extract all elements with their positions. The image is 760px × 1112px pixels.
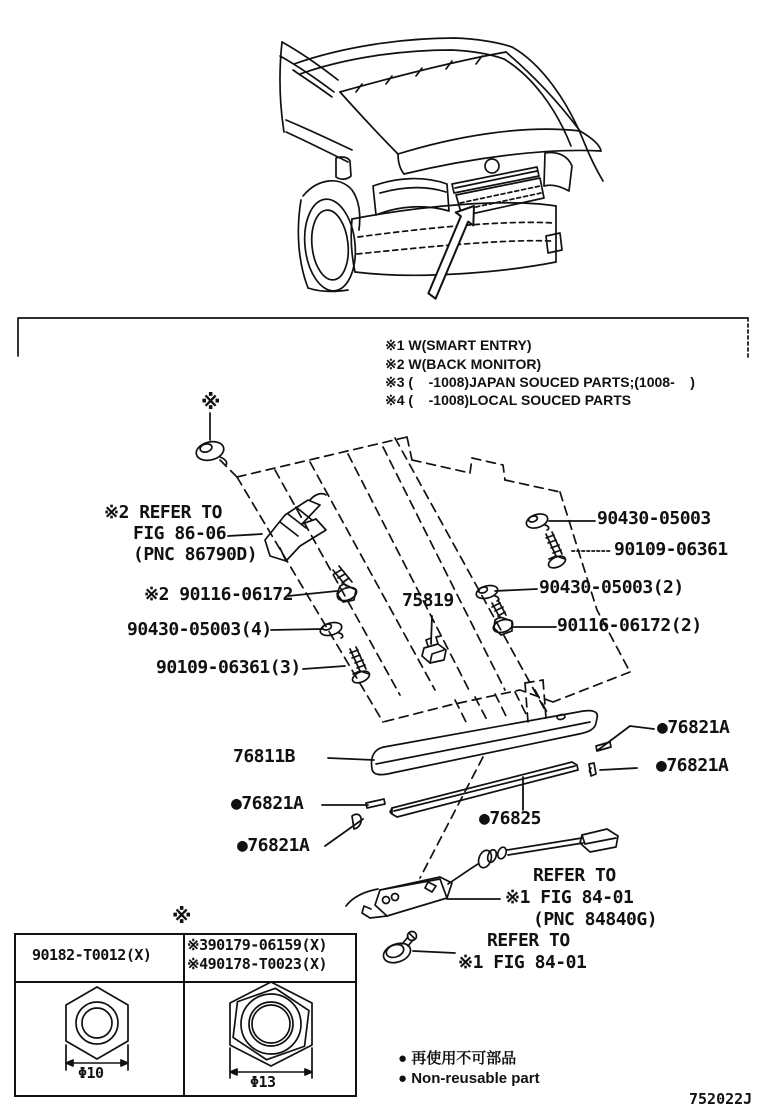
label-76821a-left1: ●76821A bbox=[231, 793, 304, 814]
table-border-right bbox=[355, 933, 357, 1097]
plug-grommet-icon bbox=[381, 932, 417, 967]
pointer-arrow-icon bbox=[428, 206, 474, 299]
table-col1-header: 90182-T0012(X) bbox=[32, 946, 152, 964]
page-code: 752022J bbox=[689, 1090, 753, 1108]
nut-phi10-icon bbox=[66, 987, 128, 1070]
refer-fig84-plug-line1: REFER TO bbox=[487, 930, 570, 951]
screw-icon bbox=[546, 532, 567, 570]
refer-fig86-line2: FIG 86-06 bbox=[133, 523, 227, 544]
label-90116-06172: ※2 90116-06172 bbox=[144, 584, 293, 605]
note-3: ※3 ( -1008)JAPAN SOUCED PARTS;(1008- ) bbox=[385, 374, 695, 390]
label-76821a-right2: ●76821A bbox=[656, 755, 729, 776]
screw-icon bbox=[350, 647, 371, 685]
label-90116-06172-2: 90116-06172(2) bbox=[557, 615, 702, 636]
label-76821a-right1: ●76821A bbox=[657, 717, 730, 738]
table-border-bottom bbox=[14, 1095, 357, 1097]
section-bracket bbox=[18, 318, 748, 360]
clip-75819-icon bbox=[422, 636, 446, 663]
note-1: ※1 W(SMART ENTRY) bbox=[385, 337, 532, 353]
dimension-phi13: Φ13 bbox=[250, 1073, 276, 1091]
legend-non-reusable-en: ● Non-reusable part bbox=[398, 1070, 540, 1087]
table-col2-header-line2: ※490178-T0023(X) bbox=[187, 955, 328, 973]
washer-icon bbox=[525, 511, 550, 530]
label-90109-06361: 90109-06361 bbox=[614, 539, 728, 560]
nut-phi13-icon bbox=[230, 982, 312, 1078]
clip-76821a-icon bbox=[589, 742, 611, 776]
refer-fig86-line1: ※2 REFER TO bbox=[104, 502, 222, 523]
car-illustration bbox=[280, 38, 603, 299]
bolt-icon bbox=[333, 566, 358, 603]
refer-fig84-lock-line1: REFER TO bbox=[533, 865, 616, 886]
table-border-left bbox=[14, 933, 16, 1097]
note-2: ※2 W(BACK MONITOR) bbox=[385, 356, 542, 372]
table-divider-horizontal bbox=[14, 981, 357, 983]
dimension-phi10: Φ10 bbox=[78, 1064, 104, 1082]
refer-fig86-line3: (PNC 86790D) bbox=[133, 544, 258, 565]
label-75819: 75819 bbox=[402, 590, 454, 611]
bolt-icon bbox=[492, 600, 515, 635]
note-4: ※4 ( -1008)LOCAL SOUCED PARTS bbox=[385, 392, 632, 408]
label-76811b: 76811B bbox=[233, 746, 296, 767]
clip-76821a-icon bbox=[352, 799, 385, 829]
table-divider-vertical bbox=[183, 933, 185, 1097]
label-76825: ●76825 bbox=[479, 808, 542, 829]
table-col2-header-line1: ※390179-06159(X) bbox=[187, 936, 328, 954]
label-90430-05003-2: 90430-05003(2) bbox=[539, 577, 684, 598]
label-90430-05003-4: 90430-05003(4) bbox=[127, 619, 272, 640]
table-border-top bbox=[14, 933, 357, 935]
label-90109-06361-3: 90109-06361(3) bbox=[156, 657, 301, 678]
refer-fig84-plug-line2: ※1 FIG 84-01 bbox=[458, 952, 587, 973]
label-90430-05003: 90430-05003 bbox=[597, 508, 711, 529]
washer-icon bbox=[475, 583, 499, 601]
label-76821a-left2: ●76821A bbox=[237, 835, 310, 856]
refer-fig84-lock-line2: ※1 FIG 84-01 bbox=[505, 887, 634, 908]
camera-assembly-icon bbox=[265, 494, 326, 561]
legend-non-reusable-jp: ● 再使用不可部品 bbox=[398, 1050, 517, 1067]
table-reference-mark: ※ bbox=[172, 904, 192, 928]
reference-mark: ※ bbox=[201, 390, 221, 414]
refer-fig84-lock-line3: (PNC 84840G) bbox=[533, 909, 658, 930]
grommet-icon bbox=[194, 413, 226, 465]
